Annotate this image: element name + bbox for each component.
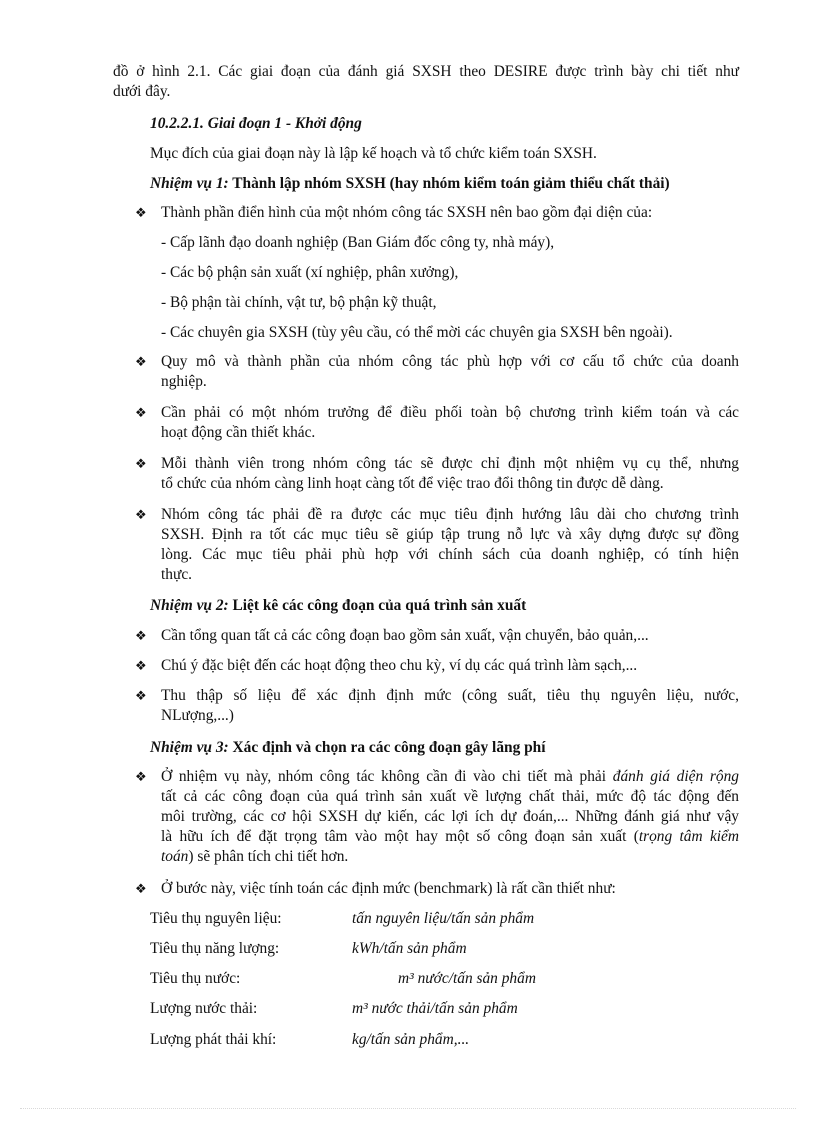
diamond-bullet-icon: ❖ bbox=[135, 688, 147, 703]
diamond-bullet-icon: ❖ bbox=[135, 628, 147, 643]
task-1-bullet-5-line-3: lòng. Các mục tiêu phải phù hợp với chính sách của doanh nghiệp, có tính hiện bbox=[161, 546, 739, 563]
task-2-bullet-2: Chú ý đặc biệt đến các hoạt động theo chu kỳ, ví dụ các quá trình làm sạch,... bbox=[161, 657, 638, 674]
task-3-bullet-1-text-a: Ở nhiệm vụ này, nhóm công tác không cần đi vào chi tiết mà phải bbox=[161, 768, 613, 785]
task-3-bullet-1-text-c: ) sẽ phân tích chi tiết hơn. bbox=[188, 848, 349, 865]
task-1-bullet-4-line-2: tổ chức của nhóm càng linh hoạt càng tốt để việc trao đổi thông tin được dễ dàng. bbox=[161, 475, 664, 492]
task-1-bullet-5-line-1: Nhóm công tác phải đề ra được các mục tiêu định hướng lâu dài cho chương trình bbox=[161, 506, 739, 523]
task-1-sub-1: - Cấp lãnh đạo doanh nghiệp (Ban Giám đốc công ty, nhà máy), bbox=[161, 234, 555, 251]
benchmark-unit: m³ nước/tấn sản phẩm bbox=[398, 970, 536, 987]
page-bottom-divider bbox=[20, 1108, 796, 1109]
task-1-sub-2: - Các bộ phận sản xuất (xí nghiệp, phân xưởng), bbox=[161, 264, 459, 281]
task-2-heading bbox=[150, 596, 526, 616]
benchmark-label: Lượng nước thải: bbox=[150, 1000, 258, 1017]
task-1-bullet-1: Thành phần điển hình của một nhóm công tác SXSH nên bao gồm đại diện của: bbox=[161, 204, 653, 221]
benchmark-unit: tấn nguyên liệu/tấn sản phẩm bbox=[352, 910, 535, 927]
task-2-bullet-3-line-1: Thu thập số liệu để xác định định mức (công suất, tiêu thụ nguyên liệu, nước, bbox=[161, 687, 739, 704]
task-3-label: Nhiệm vụ 3: bbox=[150, 739, 229, 756]
benchmark-unit: kg/tấn sản phẩm,... bbox=[352, 1031, 470, 1048]
task-1-title: Thành lập nhóm SXSH (hay nhóm kiểm toán giảm thiểu chất thải) bbox=[228, 175, 670, 192]
diamond-bullet-icon: ❖ bbox=[135, 354, 147, 369]
benchmark-label: Tiêu thụ nguyên liệu: bbox=[150, 910, 282, 927]
section-purpose: Mục đích của giai đoạn này là lập kế hoạch và tổ chức kiểm toán SXSH. bbox=[150, 145, 597, 162]
benchmark-unit: kWh/tấn sản phẩm bbox=[352, 940, 467, 957]
task-1-sub-4: - Các chuyên gia SXSH (tùy yêu cầu, có thể mời các chuyên gia SXSH bên ngoài). bbox=[161, 324, 673, 341]
benchmark-label: Tiêu thụ nước: bbox=[150, 970, 241, 987]
task-1-bullet-5-line-2: SXSH. Định ra tốt các mục tiêu sẽ giúp tập trung nỗ lực và xây dựng được sự đồng bbox=[161, 526, 739, 543]
diamond-bullet-icon: ❖ bbox=[135, 881, 147, 896]
task-3-bullet-2: Ở bước này, việc tính toán các định mức (benchmark) là rất cần thiết như: bbox=[161, 880, 616, 897]
section-heading: 10.2.2.1. Giai đoạn 1 - Khởi động bbox=[150, 115, 362, 132]
task-1-heading bbox=[150, 174, 670, 194]
task-3-heading bbox=[150, 738, 546, 758]
task-3-bullet-1-line-4 bbox=[161, 827, 739, 847]
diamond-bullet-icon: ❖ bbox=[135, 205, 147, 220]
task-3-bullet-1-line-5 bbox=[161, 847, 739, 867]
task-3-title: Xác định và chọn ra các công đoạn gây lãng phí bbox=[228, 739, 546, 756]
task-1-bullet-3-line-1: Cần phải có một nhóm trưởng để điều phối toàn bộ chương trình kiểm toán và các bbox=[161, 404, 739, 421]
diamond-bullet-icon: ❖ bbox=[135, 405, 147, 420]
benchmark-label: Lượng phát thải khí: bbox=[150, 1031, 277, 1048]
task-2-label: Nhiệm vụ 2: bbox=[150, 597, 229, 614]
intro-line-2: dưới đây. bbox=[113, 83, 171, 100]
task-1-bullet-3-line-2: hoạt động cần thiết khác. bbox=[161, 424, 316, 441]
diamond-bullet-icon: ❖ bbox=[135, 658, 147, 673]
task-3-bullet-1-line-3: môi trường, các cơ hội SXSH dự kiến, các lợi ích dự đoán,... Những đánh giá như vậy bbox=[161, 808, 739, 825]
task-3-bullet-1-text-b: là hữu ích để đặt trọng tâm vào một hay một số công đoạn sản xuất ( bbox=[161, 828, 639, 845]
task-3-bullet-1-emphasis: đánh giá diện rộng bbox=[612, 768, 739, 785]
intro-line-1: đồ ở hình 2.1. Các giai đoạn của đánh giá SXSH theo DESIRE được trình bày chi tiết như bbox=[113, 63, 739, 80]
task-1-label: Nhiệm vụ 1: bbox=[150, 175, 229, 192]
diamond-bullet-icon: ❖ bbox=[135, 456, 147, 471]
task-1-bullet-5-line-4: thực. bbox=[161, 566, 192, 583]
task-3-bullet-1-line-1 bbox=[161, 767, 739, 787]
task-3-bullet-1-focus-end: toán bbox=[161, 848, 189, 865]
benchmark-unit: m³ nước thải/tấn sản phẩm bbox=[352, 1000, 518, 1017]
task-1-bullet-2-line-1: Quy mô và thành phần của nhóm công tác phù hợp với cơ cấu tổ chức của doanh bbox=[161, 353, 739, 370]
task-3-bullet-1-line-2: tất cả các công đoạn của quá trình sản xuất về lượng chất thải, mức độ tác động đến bbox=[161, 788, 739, 805]
task-3-bullet-1-focus: trọng tâm kiểm bbox=[638, 828, 739, 845]
task-1-sub-3: - Bộ phận tài chính, vật tư, bộ phận kỹ thuật, bbox=[161, 294, 437, 311]
task-1-bullet-4-line-1: Mỗi thành viên trong nhóm công tác sẽ được chỉ định một nhiệm vụ cụ thể, nhưng bbox=[161, 455, 739, 472]
task-2-bullet-1: Cần tổng quan tất cả các công đoạn bao gồm sản xuất, vận chuyển, bảo quản,... bbox=[161, 627, 649, 644]
task-2-title: Liệt kê các công đoạn của quá trình sản xuất bbox=[228, 597, 527, 614]
diamond-bullet-icon: ❖ bbox=[135, 507, 147, 522]
task-1-bullet-2-line-2: nghiệp. bbox=[161, 373, 207, 390]
diamond-bullet-icon: ❖ bbox=[135, 769, 147, 784]
benchmark-label: Tiêu thụ năng lượng: bbox=[150, 940, 280, 957]
task-2-bullet-3-line-2: NLượng,...) bbox=[161, 707, 234, 724]
